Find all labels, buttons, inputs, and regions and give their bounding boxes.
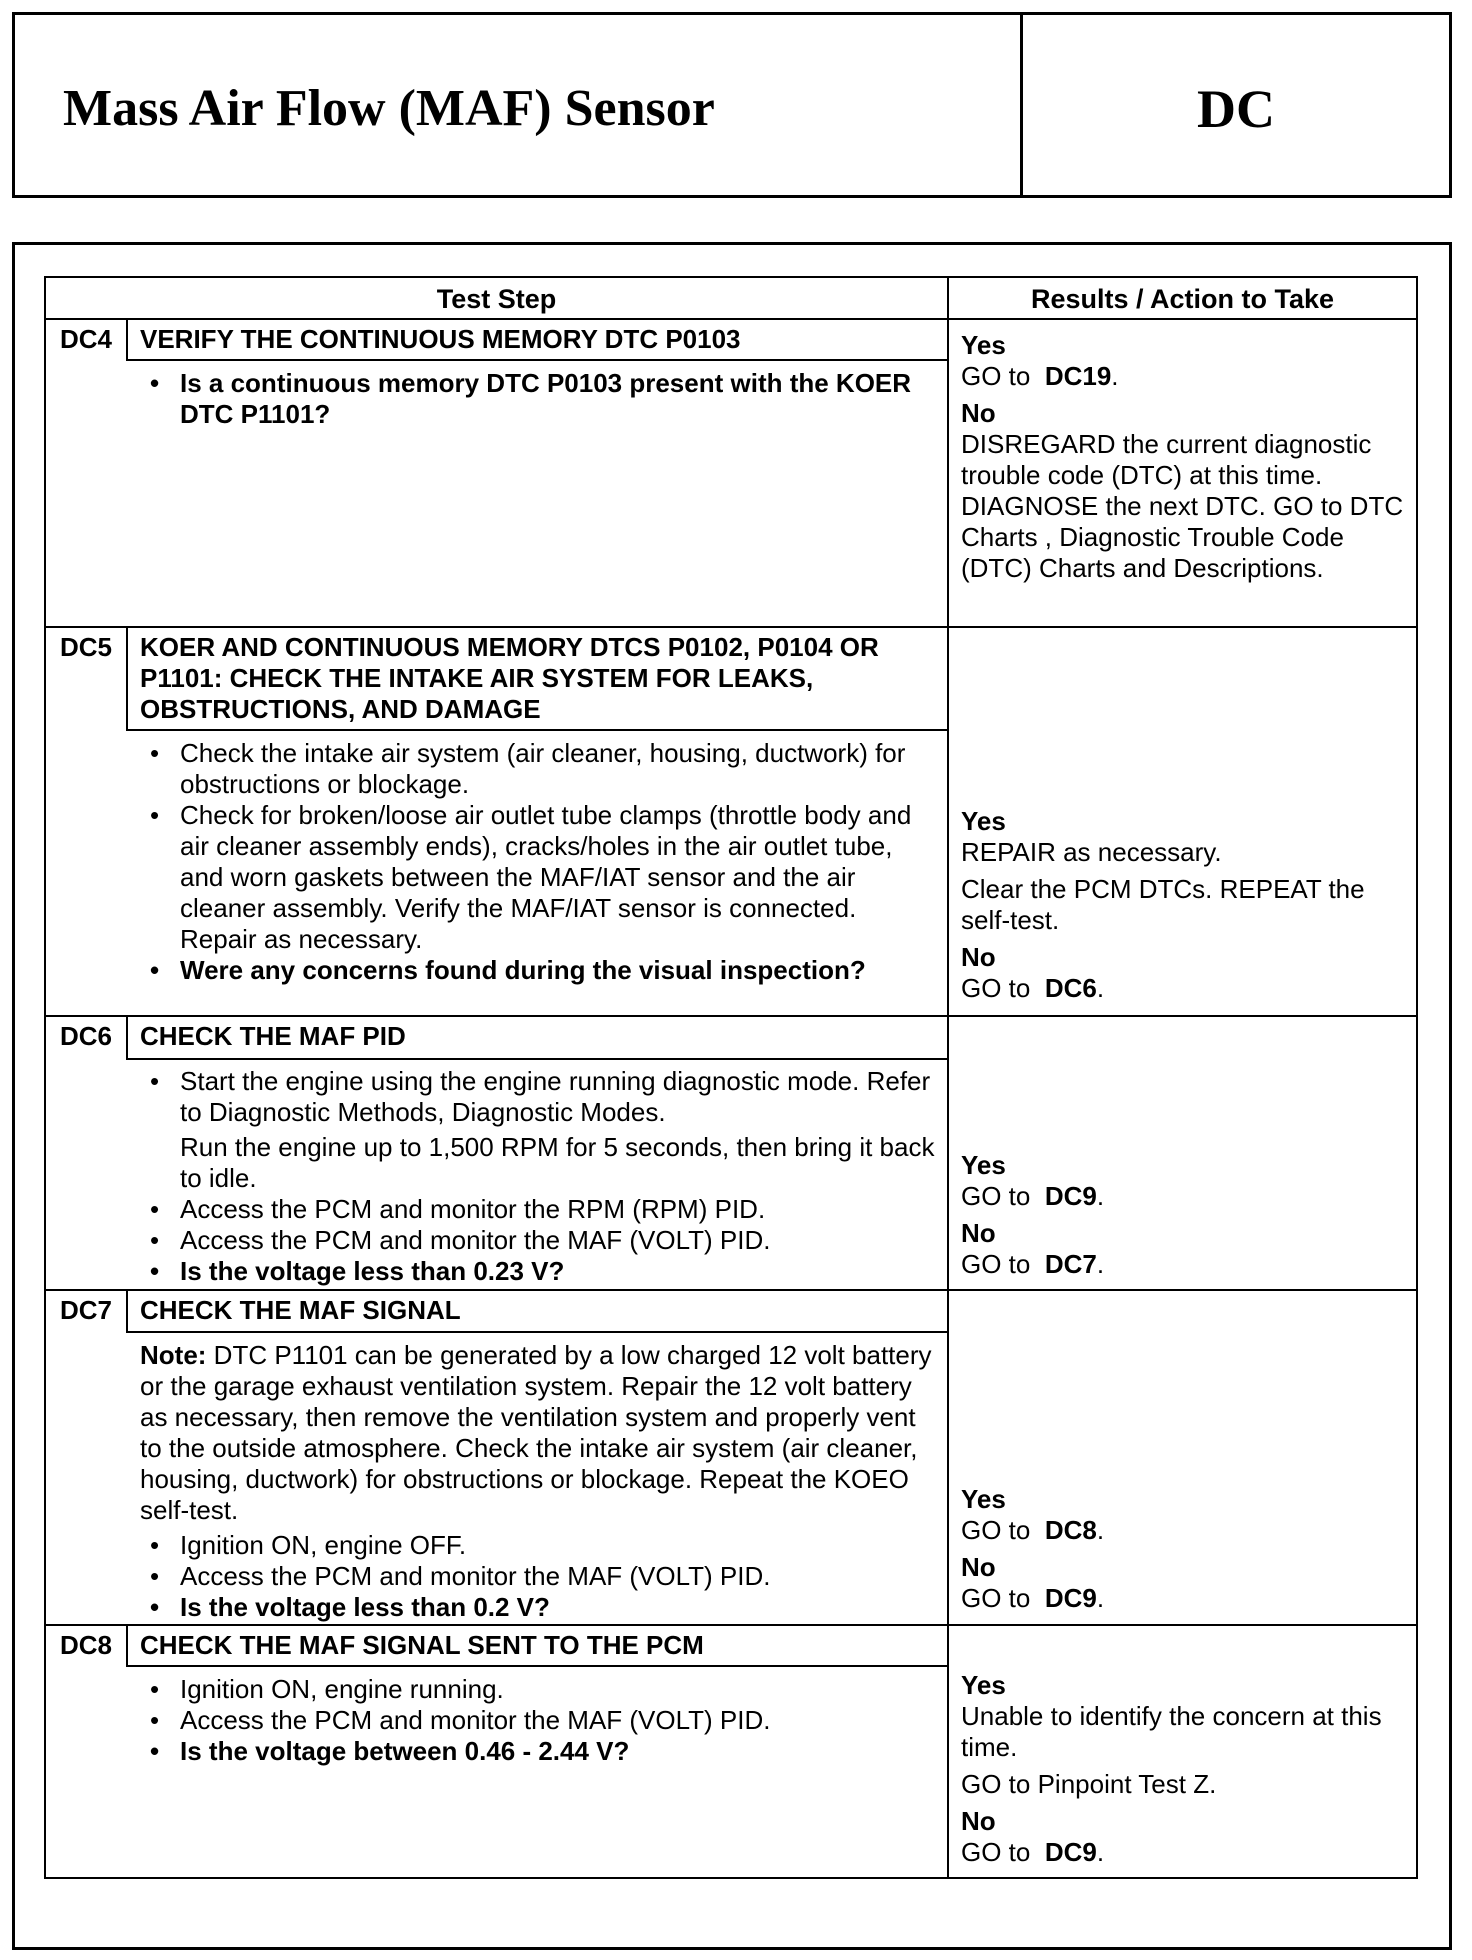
step-title: VERIFY THE CONTINUOUS MEMORY DTC P0103 [140,324,741,354]
no-label: No [961,398,996,428]
yes-target-link[interactable]: DC9 [1044,1181,1097,1211]
yes-label: Yes [961,330,1006,360]
title-divider-dc4 [126,359,947,361]
no-action: GO to DC9. [961,1837,1105,1867]
step-bullet: • Is the voltage less than 0.2 V? [140,1592,935,1623]
yes-target-link[interactable]: DC19 [1044,361,1112,391]
step-bullet: • Is the voltage less than 0.23 V? [140,1256,935,1287]
yes-label: Yes [961,1484,1006,1514]
step-bullet: • Check for broken/loose air outlet tube clamps (throttle body and air cleaner assembly ends), cracks/holes in the air outlet tube, and worn gaskets between the MAF/IAT sensor and the air cleaner assembly. Verify the MAF/IAT sensor is connected. Repair as necessary. [140,800,935,955]
yes-action: GO to DC19. [961,361,1119,391]
yes-action: GO to DC8. [961,1515,1105,1545]
step-body [128,1060,947,1289]
no-label: No [961,1806,996,1836]
yes-label: Yes [961,1670,1006,1700]
step-title: CHECK THE MAF PID [140,1021,406,1051]
title-divider-dc8 [126,1665,947,1667]
yes-text: GO to [961,1515,1031,1545]
column-header-results: Results / Action to Take [1030,284,1335,314]
yes-label: Yes [961,1150,1006,1180]
section-code: DC [1197,79,1275,139]
no-label: No [961,942,996,972]
yes-text: GO to [961,1181,1031,1211]
step-body [128,1668,947,1877]
step-bullet: • Is the voltage between 0.46 - 2.44 V? [140,1736,935,1767]
no-text: GO to [961,1249,1031,1279]
no-text: GO to [961,1583,1031,1613]
step-body [128,362,947,624]
note-label: Note: [140,1340,207,1370]
no-action: GO to DC7. [961,1249,1105,1279]
table-border-right [1416,276,1418,1879]
step-title: CHECK THE MAF SIGNAL SENT TO THE PCM [140,1630,704,1660]
no-action: GO to DC9. [961,1583,1105,1613]
no-action: GO to DC6. [961,973,1105,1003]
step-bullet: • Access the PCM and monitor the MAF (VOLT) PID. [140,1561,935,1592]
no-target-link[interactable]: DC9 [1044,1837,1097,1867]
step-bullet: • Were any concerns found during the visual inspection? [140,955,935,986]
yes-label: Yes [961,806,1006,836]
no-text: GO to [961,1837,1031,1867]
yes-text-2: GO to Pinpoint Test Z. [961,1769,1217,1799]
column-header-test-step: Test Step [436,284,557,314]
step-note [140,1340,935,1526]
note-text: DTC P1101 can be generated by a low charged 12 volt battery or the garage exhaust ventilation system. Repair the 12 volt battery as necessary, then remove the ventilation system and properly vent to the outside atmosphere. Check the intake air system (air cleaner, housing, ductwork) for obstructions or blockage. Repeat the KOEO self-test. [140,1340,932,1525]
page-header [12,12,1452,198]
no-text: DISREGARD the current diagnostic trouble code (DTC) at this time. DIAGNOSE the next DTC. GO to DTC Charts , Diagnostic Trouble Code (DTC) Charts and Descriptions. [961,429,1404,583]
no-label: No [961,1218,996,1248]
yes-text: GO to [961,361,1031,391]
yes-text-2: Clear the PCM DTCs. REPEAT the self-test. [961,874,1365,935]
no-target-link[interactable]: DC7 [1044,1249,1097,1279]
yes-text: REPAIR as necessary. [961,837,1222,867]
no-text: GO to [961,973,1031,1003]
yes-target-link[interactable]: DC8 [1044,1515,1097,1545]
step-bullet: • Start the engine using the engine running diagnostic mode. Refer to Diagnostic Methods, Diagnostic Modes. [140,1066,935,1128]
step-id: DC4 [59,324,112,354]
step-results [949,1150,1416,1289]
step-bullet: • Ignition ON, engine OFF. [140,1530,935,1561]
step-results [949,1484,1416,1624]
no-target-link[interactable]: DC6 [1044,973,1097,1003]
step-id: DC8 [59,1630,112,1660]
yes-text: Unable to identify the concern at this time. [961,1701,1382,1762]
no-label: No [961,1552,996,1582]
step-results [949,1670,1416,1877]
step-bullet: • Access the PCM and monitor the MAF (VOLT) PID. [140,1225,935,1256]
step-bullet: • Ignition ON, engine running. [140,1674,935,1705]
title-divider-dc7 [126,1331,947,1333]
step-results [949,330,1416,624]
step-id: DC7 [59,1295,112,1325]
step-id: DC6 [59,1021,112,1051]
step-results [949,806,1416,1015]
step-bullet: • Is a continuous memory DTC P0103 present with the KOER DTC P1101? [140,368,935,430]
yes-action: GO to DC9. [961,1181,1105,1211]
step-bullet: • Check the intake air system (air cleaner, housing, ductwork) for obstructions or blockage. [140,738,935,800]
step-bullet: • Access the PCM and monitor the MAF (VOLT) PID. [140,1705,935,1736]
step-title: CHECK THE MAF SIGNAL [140,1295,461,1325]
step-id: DC5 [59,632,112,662]
step-body [128,1334,947,1624]
title-divider-dc5 [126,729,947,731]
step-body [128,732,947,1015]
step-subtext: Run the engine up to 1,500 RPM for 5 seconds, then bring it back to idle. [180,1132,935,1193]
step-title: KOER AND CONTINUOUS MEMORY DTCS P0102, P0104 OR P1101: CHECK THE INTAKE AIR SYSTEM FOR LEAKS, OBSTRUCTIONS, AND DAMAGE [140,632,879,724]
no-target-link[interactable]: DC9 [1044,1583,1097,1613]
step-bullet: • Access the PCM and monitor the RPM (RPM) PID. [140,1194,935,1225]
page-title: Mass Air Flow (MAF) Sensor [63,80,715,137]
table-border-bottom [44,1877,1418,1879]
